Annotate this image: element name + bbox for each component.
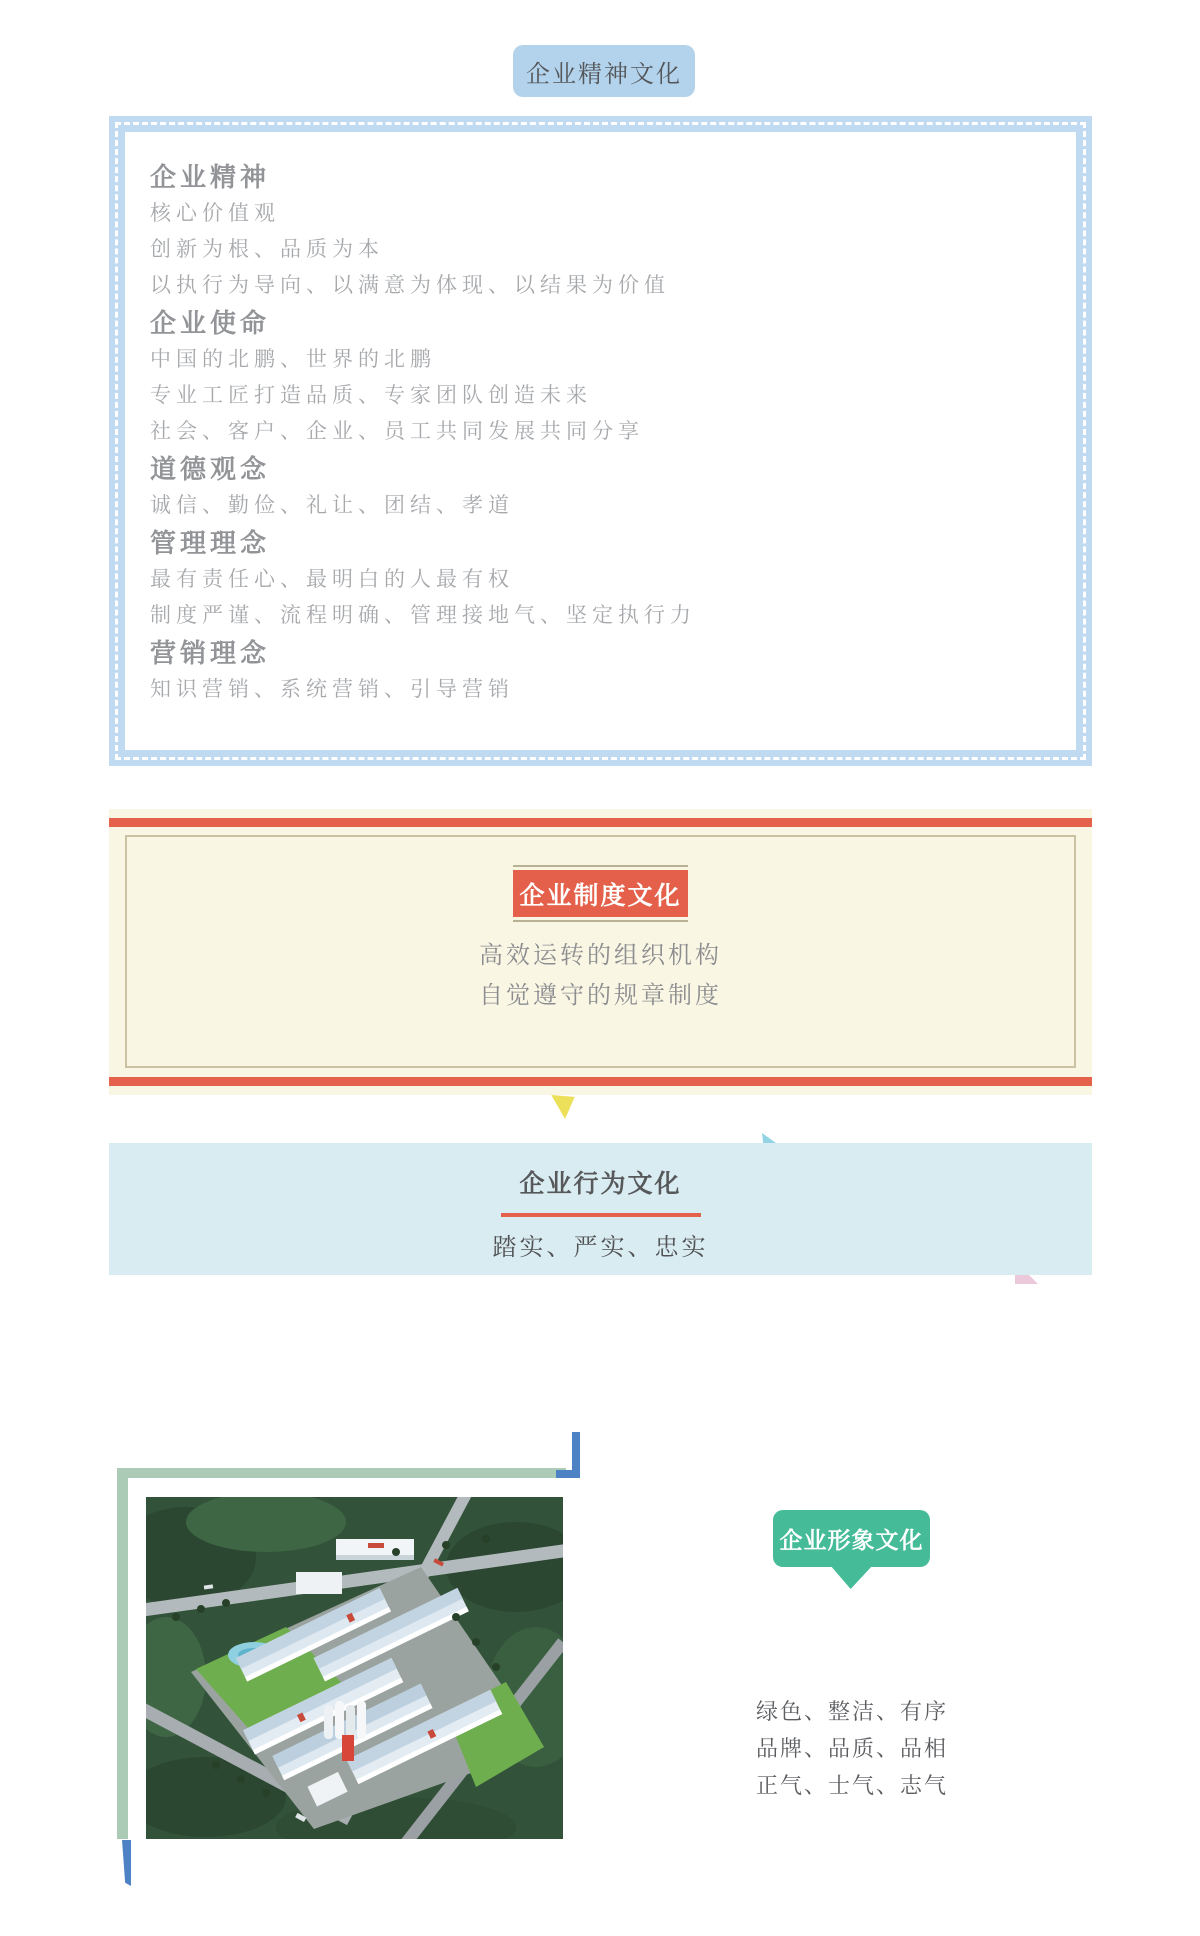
system-culture-inner-box xyxy=(125,835,1076,1068)
spirit-line: 最有责任心、最明白的人最有权 xyxy=(150,568,514,591)
badge-rule-bottom xyxy=(513,920,688,922)
spirit-line: 社会、客户、企业、员工共同发展共同分享 xyxy=(150,420,644,443)
behavior-culture-motto: 踏实、严实、忠实 xyxy=(492,1234,709,1261)
factory-aerial-photo xyxy=(146,1497,563,1839)
photo-frame-blue-bottomleft xyxy=(122,1840,131,1886)
spirit-line: 以执行为导向、以满意为体现、以结果为价值 xyxy=(150,274,670,297)
spirit-line: 诚信、勤俭、礼让、团结、孝道 xyxy=(150,494,514,517)
image-culture-line: 品牌、品质、品相 xyxy=(755,1736,948,1761)
spirit-heading: 管理理念 xyxy=(150,528,271,558)
spirit-line: 中国的北鹏、世界的北鹏 xyxy=(150,348,436,371)
spirit-heading: 企业精神 xyxy=(150,162,271,192)
spirit-line: 专业工匠打造品质、专家团队创造未来 xyxy=(150,384,592,407)
behavior-culture-panel xyxy=(109,1143,1092,1275)
spirit-culture-box xyxy=(109,116,1092,766)
behavior-culture-title: 企业行为文化 xyxy=(519,1170,682,1198)
system-culture-panel xyxy=(109,809,1092,1095)
spirit-heading: 营销理念 xyxy=(150,638,271,668)
image-culture-lines xyxy=(752,1693,952,1804)
photo-frame-green-top xyxy=(117,1468,566,1478)
image-culture-badge: 企业形象文化 xyxy=(773,1510,930,1567)
red-divider-top xyxy=(109,818,1092,827)
system-culture-lines xyxy=(479,936,722,1016)
spirit-line: 创新为根、品质为本 xyxy=(150,238,384,261)
system-badge-group xyxy=(513,865,688,922)
photo-frame-blue-topright-foot xyxy=(556,1470,580,1478)
spirit-culture-content xyxy=(125,132,1076,708)
spirit-heading: 道德观念 xyxy=(150,454,271,484)
behavior-red-rule xyxy=(501,1213,701,1217)
spirit-culture-badge: 企业精神文化 xyxy=(513,45,695,97)
spirit-line: 制度严谨、流程明确、管理接地气、坚定执行力 xyxy=(150,604,696,627)
triangle-decoration-yellow xyxy=(550,1095,576,1119)
badge-rule-top xyxy=(513,865,688,867)
image-culture-line: 绿色、整洁、有序 xyxy=(755,1699,948,1724)
image-culture-line: 正气、士气、志气 xyxy=(755,1773,948,1798)
red-divider-bottom xyxy=(109,1077,1092,1086)
spirit-line: 核心价值观 xyxy=(150,202,280,225)
system-culture-badge: 企业制度文化 xyxy=(513,870,688,917)
spirit-heading: 企业使命 xyxy=(150,308,271,338)
system-line: 高效运转的组织机构 xyxy=(479,942,722,969)
image-culture-badge-tail xyxy=(830,1565,873,1589)
photo-frame-green-left xyxy=(117,1468,128,1839)
spirit-line: 知识营销、系统营销、引导营销 xyxy=(150,678,514,701)
system-line: 自觉遵守的规章制度 xyxy=(479,982,722,1009)
